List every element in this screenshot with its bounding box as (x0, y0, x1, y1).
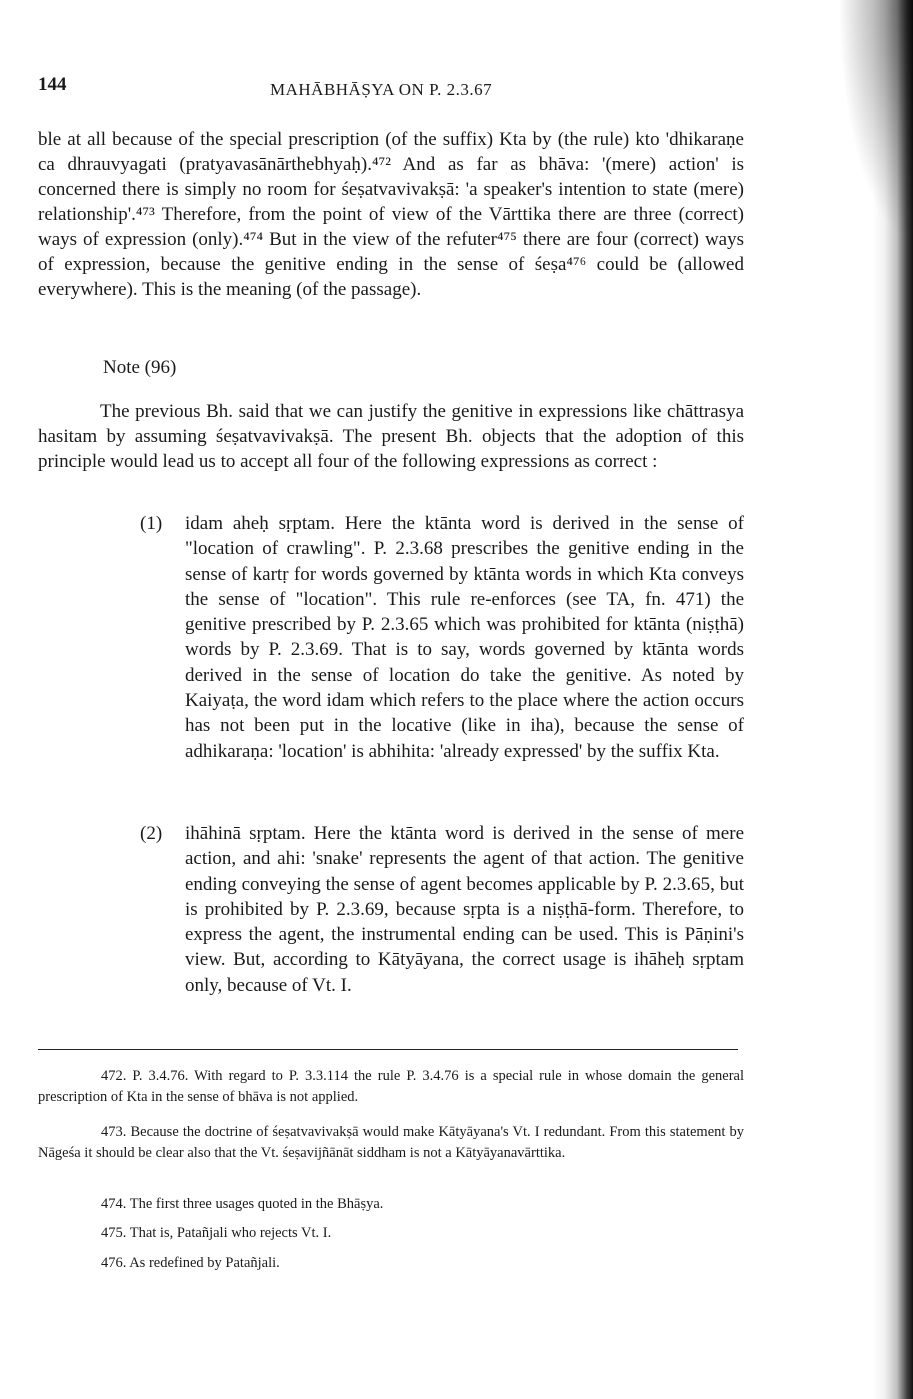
page-corner-shadow (838, 0, 913, 240)
note-heading: Note (96) (103, 357, 177, 378)
footnote-475 (38, 1223, 744, 1244)
running-head-reference: P. 2.3.67 (429, 80, 493, 99)
page-header (38, 74, 758, 104)
footnote-476 (38, 1253, 744, 1274)
list-item (140, 821, 744, 1026)
list-item (140, 511, 744, 816)
page-number: 144 (38, 74, 67, 95)
footnote-text: 475. That is, Patañjali who rejects Vt. I. (101, 1225, 332, 1241)
footnote-text: 474. The first three usages quoted in the Bhāṣya. (101, 1196, 384, 1212)
note-intro (38, 399, 744, 474)
body-paragraph: ble at all because of the special prescription (of the suffix) Kta by (the rule) kto 'dhikaraṇe ca dhrauvyagati (pratyavasānārthebhyaḥ).⁴⁷² And as far as bhāva: '(mere) action' is concerned there is simply no room for śeṣatvavivakṣā: 'a speaker's intention to state (mere) relationship'.⁴⁷³ Therefore, from the point of view of the Vārttika there are three (correct) ways of expression (only).⁴⁷⁴ But in the view of the refuter⁴⁷⁵ there are four (correct) ways of expression, because the genitive ending in the sense of śeṣa⁴⁷⁶ could be (allowed everywhere). This is the meaning (of the passage). (38, 129, 744, 300)
footnote-474 (38, 1194, 744, 1215)
running-head-title: MAHĀBHĀṢYA ON (270, 80, 425, 99)
footnote-text: 472. P. 3.4.76. With regard to P. 3.3.114 the rule P. 3.4.76 is a special rule in whose domain the general prescription of Kta in the sense of bhāva is not applied. (38, 1068, 744, 1105)
footnote-472 (38, 1066, 744, 1107)
list-item-number: (1) (140, 513, 163, 534)
note-intro-text: The previous Bh. said that we can justify the genitive in expressions like chāttrasya hasitam by assuming śeṣatvavivakṣā. The present Bh. objects that the adoption of this principle would lead us to accept all four of the following expressions as correct : (38, 401, 744, 472)
list-item-text: ihāhinā sṛptam. Here the ktānta word is derived in the sense of mere action, and ahi: 'snake' represents the agent of that action. The genitive ending conveying the sense of agent becomes applicable by P. 2.3.65, but is prohibited by P. 2.3.69, because sṛpta is a niṣṭhā-form. Therefore, to express the agent, the instrumental ending can be used. This is Pāṇini's view. But, according to Kātyāyana, the correct usage is ihāheḥ sṛptam only, because of Vt. I. (185, 823, 744, 996)
list-item-text: idam aheḥ sṛptam. Here the ktānta word is derived in the sense of "location of crawling". P. 2.3.68 prescribes the genitive ending in the sense of kartṛ for words governed by ktānta words in which Kta conveys the sense of "location". This rule re-enforces (see TA, fn. 471) the genitive prescribed by P. 2.3.65 which was prohibited for ktānta (niṣṭhā) words by P. 2.3.69. That is to say, words governed by ktānta words derived in the sense of location do take the genitive. As noted by Kaiyaṭa, the word idam which refers to the place where the action occurs has not been put in the locative (like in iha), because the sense of adhikaraṇa: 'location' is abhihita: 'already expressed' by the suffix Kta. (185, 513, 744, 762)
continuation-paragraph (38, 127, 744, 302)
running-head (270, 80, 492, 100)
footnote-text: 473. Because the doctrine of śeṣatvavivakṣā would make Kātyāyana's Vt. I redundant. From this statement by Nāgeśa it should be clear also that the Vt. śeṣavijñānāt siddham is not a Kātyāyanavārttika. (38, 1124, 744, 1161)
footnote-divider (38, 1049, 738, 1050)
list-item-number: (2) (140, 823, 163, 844)
footnote-text: 476. As redefined by Patañjali. (101, 1255, 280, 1271)
footnote-473 (38, 1122, 744, 1163)
